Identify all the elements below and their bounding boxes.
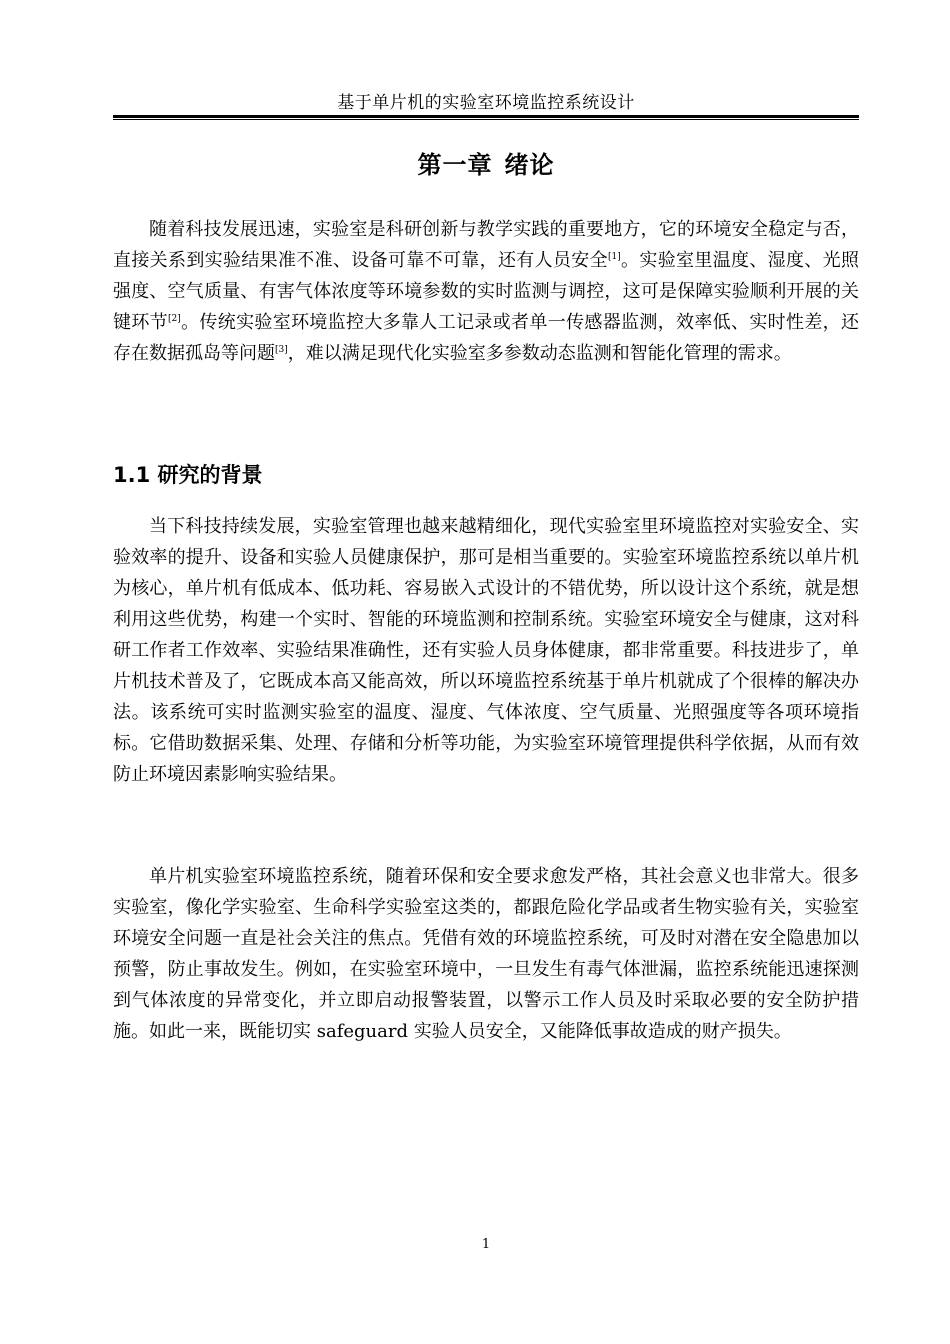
section-heading-1-1: 1.1 研究的背景 — [113, 463, 263, 487]
page-number: 1 — [481, 1237, 491, 1252]
background-paragraph-1: 当下科技持续发展，实验室管理也越来越精细化，现代实验室里环境监控对实验安全、实验效率的提升、设备和实验人员健康保护，那可是相当重要的。实验室环境监控系统以单片机为核心，单片机有低成本、低功耗、容易嵌入式设计的不错优势，所以设计这个系统，就是想利用这些优势，构建一个实时、智能的环境监测和控制系统。实验室环境安全与健康，这对科研工作者工作效率、实验结果准确性，还有实验人员身体健康，都非常重要。科技进步了，单片机技术普及了，它既成本高又能高效，所以环境监控系统基于单片机就成了个很棒的解决办法。该系统可实时监测实验室的温度、湿度、气体浓度、空气质量、光照强度等各项环境指标。它借助数据采集、处理、存储和分析等功能，为实验室环境管理提供科学依据，从而有效防止环境因素影响实验结果。 — [113, 516, 859, 785]
citation-1: [1] — [607, 252, 621, 262]
header-rule-thin — [113, 119, 859, 120]
intro-paragraph — [113, 214, 859, 369]
background-paragraph-2: 单片机实验室环境监控系统，随着环保和安全要求愈发严格，其社会意义也非常大。很多实验室，像化学实验室、生命科学实验室这类的，都跟危险化学品或者生物实验有关，实验室环境安全问题一直是社会关注的焦点。凭借有效的环境监控系统，可及时对潜在安全隐患加以预警，防止事故发生。例如，在实验室环境中，一旦发生有毒气体泄漏，监控系统能迅速探测到气体浓度的异常变化，并立即启动报警装置，以警示工作人员及时采取必要的安全防护措施。如此一来，既能切实 safeguard 实验人员安全，又能降低事故造成的财产损失。 — [113, 866, 859, 1042]
header-rule-thick — [113, 115, 859, 118]
intro-text-part3: 。传统实验室环境监控大多靠人工记录或者单一传感器监测，效率低、实时性差，还存在数据孤岛等问题 — [113, 312, 860, 364]
chapter-title-text: 绪论 — [504, 150, 555, 179]
running-header: 基于单片机的实验室环境监控系统设计 — [337, 93, 635, 113]
intro-text-part2: 。实验室里温度、湿度、光照强度、空气质量、有害气体浓度等环境参数的实时监测与调控，这可是保障实验顺利开展的关键环节 — [113, 250, 860, 333]
citation-3: [3] — [275, 345, 288, 355]
chapter-number-label: 第一章 — [417, 150, 493, 179]
intro-text-part1: 随着科技发展迅速，实验室是科研创新与教学实践的重要地方，它的环境安全稳定与否，直接关系到实验结果准不准、设备可靠不可靠，还有人员安全 — [113, 219, 859, 271]
intro-text-part4: ，难以满足现代化实验室多参数动态监测和智能化管理的需求。 — [287, 343, 792, 364]
chapter-title — [113, 149, 859, 181]
citation-2: [2] — [168, 314, 181, 324]
